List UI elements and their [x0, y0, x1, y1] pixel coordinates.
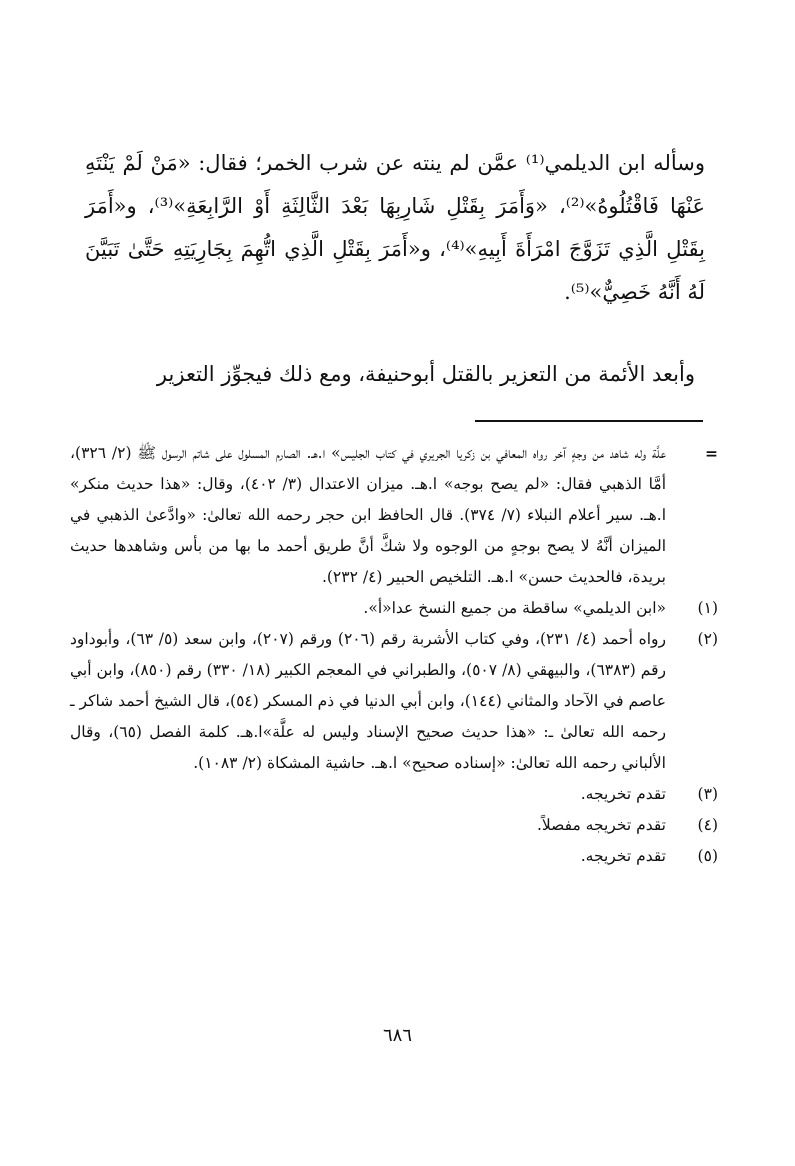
- footnote-text: تقدم تخريجه مفصلاً.: [536, 816, 666, 834]
- footnote-3: [70, 779, 718, 810]
- page-number: ٦٨٦: [382, 1025, 412, 1046]
- footnote-text: رواه أحمد (٤/ ٢٣١)، وفي كتاب الأشربة رقم (٢٠٦) ورقم (٢٠٧)، وابن سعد (٥/ ٦٣)، وأبوداود رقم (٦٣٨٣)، والبيهقي (٨/ ٥٠٧)، والطبراني في المعجم الكبير (١٨/ ٣٣٠) رقم (٨٥٠)، وابن أبي عاصم في الآحاد والمثاني (١٤٤)، وابن أبي الدنيا في ذم المسكر (٥٤)، قال الشيخ أحمد شاكر ـ رحمه الله تعالىٰ ـ: «هذا حديث صحيح الإسناد وليس له علَّة»ا.هـ. كلمة الفصل (٦٥)، وقال الألباني رحمه الله تعالىٰ: «إسناده صحيح» ا.هـ. حاشية المشكاة (٢/ ١٠٨٣).: [70, 630, 666, 772]
- footnote-mark: =: [705, 444, 718, 463]
- footnote-mark: (٣): [697, 785, 718, 803]
- footnote-text: تقدم تخريجه.: [580, 847, 666, 865]
- footnote-mark: (٢): [697, 630, 718, 648]
- footnote-mark: (٤): [697, 816, 718, 834]
- footnote-mark: (١): [697, 599, 718, 617]
- footnotes: [70, 438, 718, 872]
- section-paragraph-start: وأبعد الأئمة من التعزير بالقتل أبوحنيفة، ومع ذلك فيجوِّز التعزير: [156, 362, 695, 386]
- footnote-text: تقدم تخريجه.: [580, 785, 666, 803]
- footnote-2: [70, 624, 718, 779]
- footnote-continuation: [70, 438, 718, 593]
- footnote-1: [70, 593, 718, 624]
- footnote-5: [70, 841, 718, 872]
- main-paragraph: وسأله ابن الديلمي⁽¹⁾ عمَّن لم ينته عن شرب الخمر؛ فقال: «مَنْ لَمْ يَنْتَهِ عَنْهَا فَاقْتُلُوهُ»⁽²⁾، «وَأَمَرَ بِقَتْلِ شَارِبِهَا بَعْدَ الثَّالِثَةِ أَوْ الرَّابِعَةِ»⁽³⁾، و«أَمَرَ بِقَتْلِ الَّذِي تَزَوَّجَ امْرَأَةَ أَبِيهِ»⁽⁴⁾، و«أَمَرَ بِقَتْلِ الَّذِي اتُّهِمَ بِجَارِيَتِهِ حَتَّىٰ تَبَيَّنَ لَهُ أَنَّهُ خَصِيٌّ»⁽⁵⁾.: [85, 151, 706, 304]
- main-text-block: [85, 142, 705, 314]
- footnote-separator: [475, 420, 703, 422]
- footnote-text: «ابن الديلمي» ساقطة من جميع النسخ عدا«أ».: [363, 599, 666, 617]
- footnote-text: علَّة وله شاهد من وجهٍ آخر رواه المعافي بن زكريا الجريري في كتاب الجليس» ا.هـ. الصارم المسلول على شاتم الرسول ﷺ (٢/ ٣٢٦)، أمَّا الذهبي فقال: «لم يصح بوجه» ا.هـ. ميزان الاعتدال (٣/ ٤٠٢)، وقال: «هذا حديث منكر» ا.هـ. سير أعلام النبلاء (٧/ ٣٧٤). قال الحافظ ابن حجر رحمه الله تعالىٰ: «وادَّعىٰ الذهبي في الميزان أنَّهُ لا يصح بوجهٍ من الوجوه ولا شكَّ أنَّ طريق أحمد ما بها من بأس وشاهدها حديث بريدة، فالحديث حسن» ا.هـ. التلخيص الحبير (٤/ ٢٣٢).: [70, 444, 667, 586]
- footnote-mark: (٥): [697, 847, 718, 865]
- footnote-4: [70, 810, 718, 841]
